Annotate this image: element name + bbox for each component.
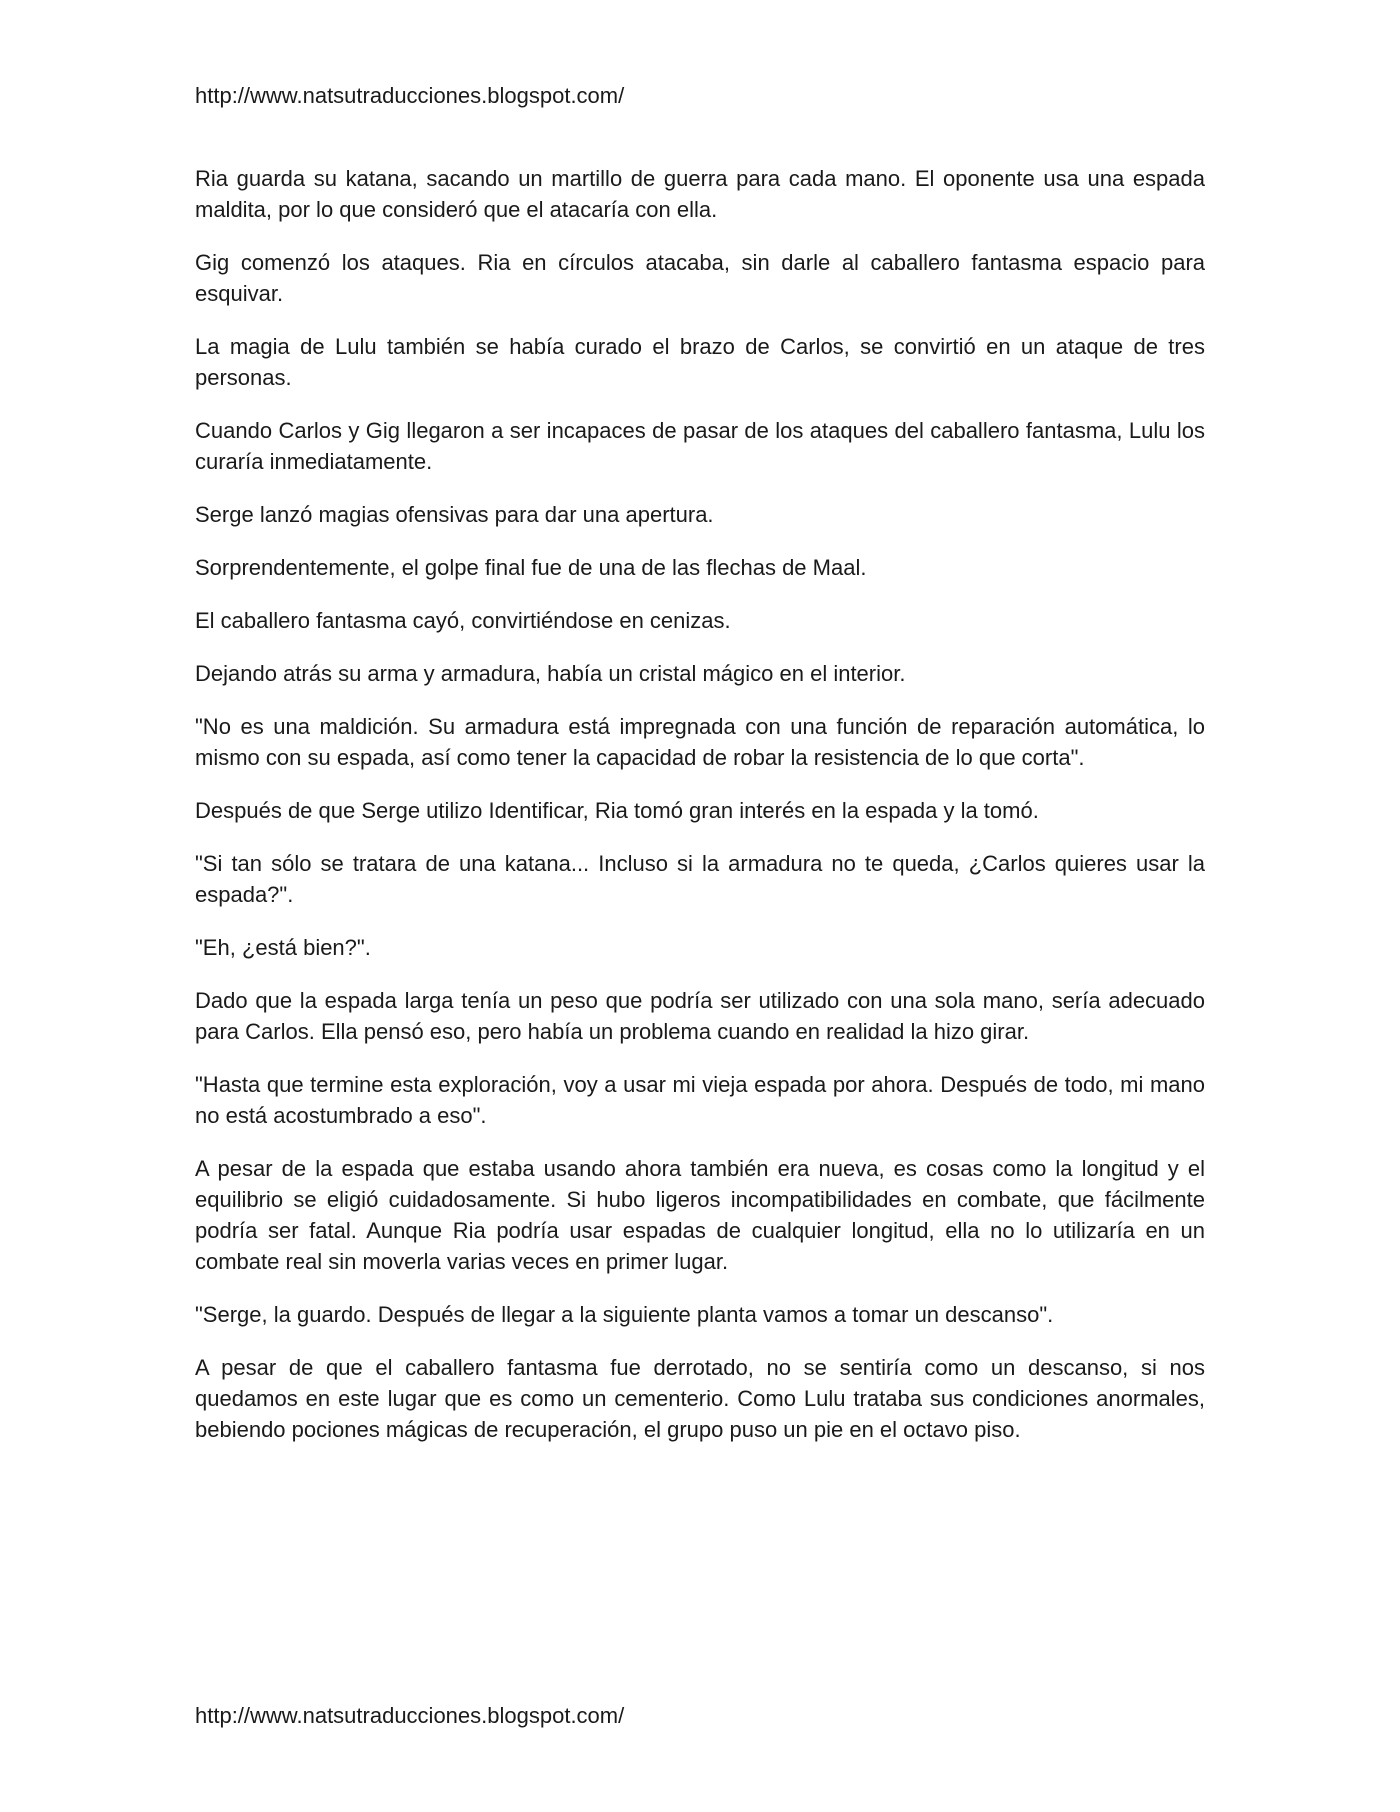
paragraph: "Si tan sólo se tratara de una katana... Incluso si la armadura no te queda, ¿Carlos quieres usar la espada?". <box>195 851 1205 907</box>
paragraph: "Eh, ¿está bien?". <box>195 935 371 960</box>
paragraph: Dado que la espada larga tenía un peso que podría ser utilizado con una sola mano, sería adecuado para Carlos. Ella pensó eso, pero había un problema cuando en realidad la hizo girar. <box>195 988 1205 1044</box>
paragraph: Dejando atrás su arma y armadura, había un cristal mágico en el interior. <box>195 661 906 686</box>
paragraph: Sorprendentemente, el golpe final fue de una de las flechas de Maal. <box>195 555 867 580</box>
paragraph: Gig comenzó los ataques. Ria en círculos atacaba, sin darle al caballero fantasma espacio para esquivar. <box>195 250 1205 306</box>
paragraph: Serge lanzó magias ofensivas para dar una apertura. <box>195 502 714 527</box>
document-body <box>195 163 1205 1467</box>
paragraph: Cuando Carlos y Gig llegaron a ser incapaces de pasar de los ataques del caballero fantasma, Lulu los curaría inmediatamente. <box>195 418 1205 474</box>
paragraph: "No es una maldición. Su armadura está impregnada con una función de reparación automática, lo mismo con su espada, así como tener la capacidad de robar la resistencia de lo que corta". <box>195 714 1205 770</box>
paragraph: Ria guarda su katana, sacando un martillo de guerra para cada mano. El oponente usa una espada maldita, por lo que consideró que el atacaría con ella. <box>195 166 1205 222</box>
paragraph: La magia de Lulu también se había curado el brazo de Carlos, se convirtió en un ataque de tres personas. <box>195 334 1205 390</box>
header-url: http://www.natsutraducciones.blogspot.com/ <box>195 83 625 108</box>
paragraph: "Serge, la guardo. Después de llegar a la siguiente planta vamos a tomar un descanso". <box>195 1302 1054 1327</box>
paragraph: Después de que Serge utilizo Identificar, Ria tomó gran interés en la espada y la tomó. <box>195 798 1039 823</box>
paragraph: El caballero fantasma cayó, convirtiéndose en cenizas. <box>195 608 731 633</box>
footer-url: http://www.natsutraducciones.blogspot.com/ <box>195 1703 625 1728</box>
paragraph: "Hasta que termine esta exploración, voy a usar mi vieja espada por ahora. Después de todo, mi mano no está acostumbrado a eso". <box>195 1072 1205 1128</box>
paragraph: A pesar de la espada que estaba usando ahora también era nueva, es cosas como la longitud y el equilibrio se eligió cuidadosamente. Si hubo ligeros incompatibilidades en combate, que fácilmente podría ser fatal. Aunque Ria podría usar espadas de cualquier longitud, ella no lo utilizaría en un combate real sin moverla varias veces en primer lugar. <box>195 1156 1205 1274</box>
paragraph: A pesar de que el caballero fantasma fue derrotado, no se sentiría como un descanso, si nos quedamos en este lugar que es como un cementerio. Como Lulu trataba sus condiciones anormales, bebiendo pociones mágicas de recuperación, el grupo puso un pie en el octavo piso. <box>195 1355 1205 1442</box>
